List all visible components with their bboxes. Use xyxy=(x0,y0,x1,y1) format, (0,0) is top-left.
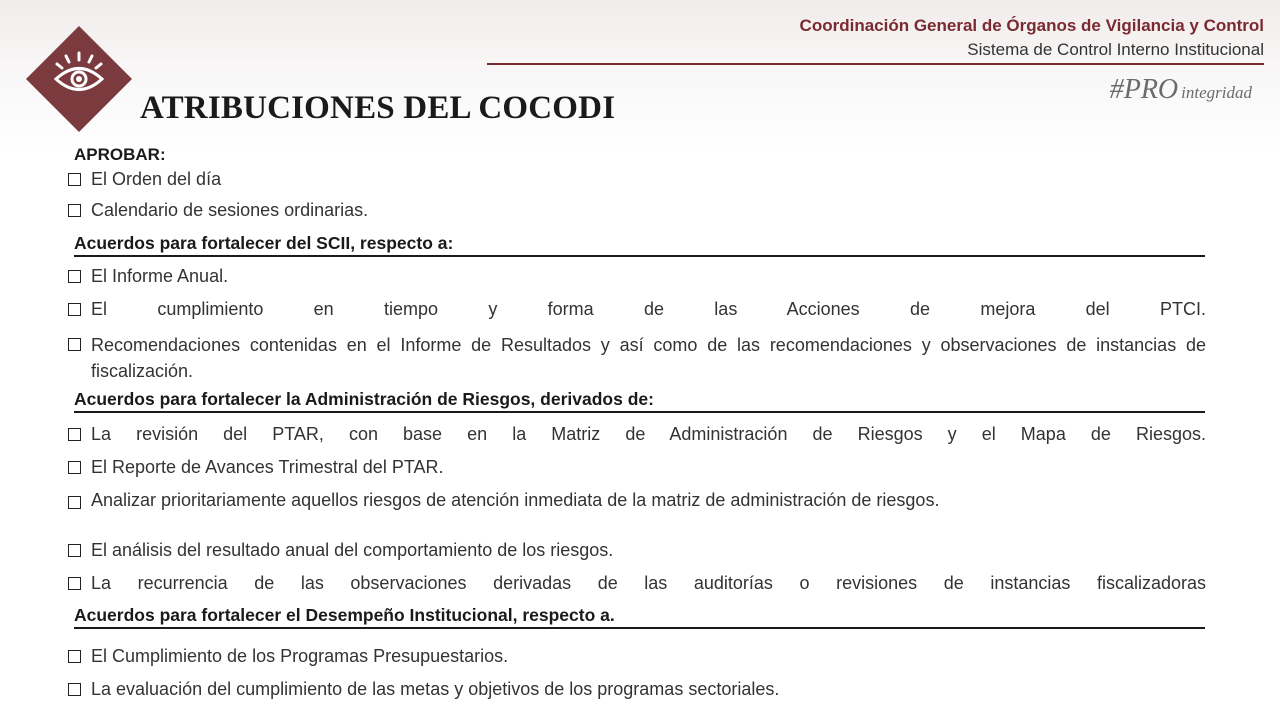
system-name: Sistema de Control Interno Institucional xyxy=(967,40,1264,59)
checkbox-bullet-icon xyxy=(66,198,91,222)
header-divider xyxy=(487,63,1264,65)
hashtag-sub: integridad xyxy=(1181,83,1252,102)
approve-label: APROBAR: xyxy=(74,145,166,164)
list-item-text: El Orden del día xyxy=(91,169,222,189)
list-item-text: La revisión del PTAR, con base en la Matriz de Administración de Riesgos y el Mapa de Riesgos. xyxy=(91,424,1206,444)
checkbox-bullet-icon xyxy=(66,422,91,446)
checkbox-bullet-icon xyxy=(66,538,91,562)
list-item-text: La evaluación del cumplimiento de las metas y objetivos de los programas sectoriales. xyxy=(91,679,780,699)
list-item-text: El Cumplimiento de los Programas Presupuestarios. xyxy=(91,646,509,666)
list-item xyxy=(66,264,1206,288)
list-item xyxy=(66,167,1206,191)
list-item xyxy=(66,422,1206,446)
list-item xyxy=(66,538,1206,562)
eye-logo-icon xyxy=(24,24,134,134)
organization-name: Coordinación General de Órganos de Vigilancia y Control xyxy=(799,16,1264,35)
section-heading-desempeno: Acuerdos para fortalecer el Desempeño Institucional, respecto a. xyxy=(74,605,1205,629)
checkbox-bullet-icon xyxy=(66,332,91,384)
list-item-text: La recurrencia de las observaciones derivadas de las auditorías o revisiones de instancias fiscalizadoras xyxy=(91,573,1206,593)
list-item xyxy=(66,644,1206,668)
checkbox-bullet-icon xyxy=(66,571,91,595)
list-item-text: El cumplimiento en tiempo y forma de las Acciones de mejora del PTCI. xyxy=(91,299,1206,319)
list-item-text: El análisis del resultado anual del comportamiento de los riesgos. xyxy=(91,540,614,560)
checkbox-bullet-icon xyxy=(66,677,91,701)
hashtag-main: #PRO xyxy=(1109,74,1179,105)
list-item-text: Analizar prioritariamente aquellos riesgos de atención inmediata de la matriz de administración de riesgos. xyxy=(91,490,940,510)
list-item xyxy=(66,455,1206,479)
list-item xyxy=(66,332,1206,384)
checkbox-bullet-icon xyxy=(66,490,91,510)
hashtag-logo xyxy=(1110,74,1252,106)
list-item xyxy=(66,677,1206,701)
list-item xyxy=(66,198,1206,222)
list-item xyxy=(66,571,1206,595)
section-heading-scii: Acuerdos para fortalecer del SCII, respecto a: xyxy=(74,233,1205,257)
checkbox-bullet-icon xyxy=(66,264,91,288)
list-item-text: El Reporte de Avances Trimestral del PTAR. xyxy=(91,457,444,477)
checkbox-bullet-icon xyxy=(66,297,91,321)
list-item xyxy=(66,297,1206,321)
list-item-text: El Informe Anual. xyxy=(91,266,229,286)
checkbox-bullet-icon xyxy=(66,167,91,191)
list-item-text: Calendario de sesiones ordinarias. xyxy=(91,200,369,220)
page-title: ATRIBUCIONES DEL COCODI xyxy=(140,90,616,126)
checkbox-bullet-icon xyxy=(66,455,91,479)
list-item xyxy=(66,490,1206,510)
checkbox-bullet-icon xyxy=(66,644,91,668)
section-heading-riesgos: Acuerdos para fortalecer la Administración de Riesgos, derivados de: xyxy=(74,389,1205,413)
list-item-text: Recomendaciones contenidas en el Informe de Resultados y así como de las recomendaciones y observaciones de instancias de fiscalización. xyxy=(91,335,1206,381)
